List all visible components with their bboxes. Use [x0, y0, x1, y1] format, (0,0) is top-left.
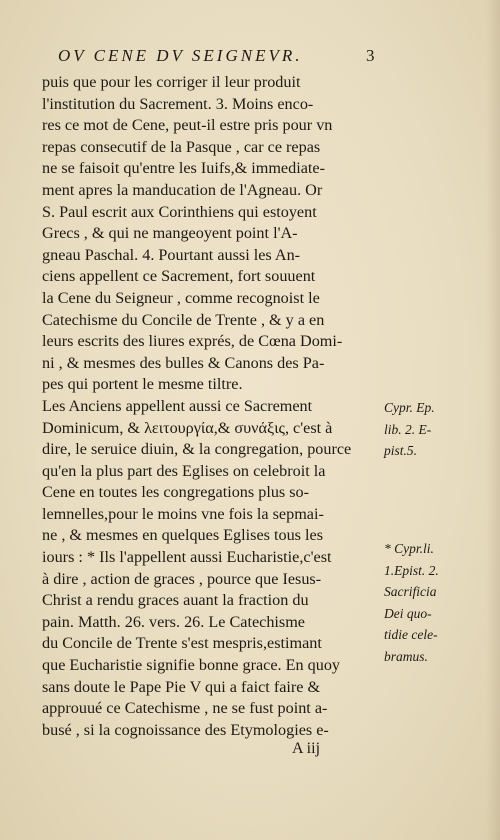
- text-line: qu'en la plus part des Eglises on celebroit la: [42, 461, 326, 480]
- text-line: pain. Matth. 26. vers. 26. Le Catechisme: [42, 612, 305, 631]
- margin-note-line: 1.Epist. 2.: [384, 562, 439, 578]
- text-line: du Concile de Trente s'est mespris,estimant: [42, 634, 322, 653]
- body-text: [42, 72, 378, 741]
- text-line: ni , & mesmes des bulles & Canons des Pa-: [42, 353, 325, 372]
- text-line: ne , & mesmes en quelques Eglises tous les: [42, 526, 323, 545]
- margin-note-line: Dei quo-: [384, 605, 432, 621]
- text-line: puis que pour les corriger il leur produit: [42, 73, 301, 91]
- running-title: OV CENE DV SEIGNEVR.: [58, 46, 303, 65]
- text-line: à dire , action de graces , pource que Iesus-: [42, 569, 322, 588]
- margin-note: [384, 538, 468, 668]
- text-line: sans doute le Pape Pie V qui a faict faire &: [42, 677, 321, 696]
- text-line: ciens appellent ce Sacrement, fort souuent: [42, 267, 316, 286]
- text-line: pes qui portent le mesme tiltre.: [42, 375, 243, 394]
- text-line: approuué ce Catechisme , ne se fust point a-: [42, 699, 328, 718]
- text-line: leurs escrits des liures exprés, de Cœna Domi-: [42, 332, 343, 351]
- text-line: dire, le seruice diuin, & la congregation, pource: [42, 440, 352, 459]
- margin-note-line: tidie cele-: [384, 627, 438, 643]
- text-line: Christ a rendu graces auant la fraction du: [42, 591, 309, 610]
- margin-note-line: Cypr. Ep.: [384, 400, 435, 415]
- page-number: 3: [366, 46, 375, 65]
- margin-note-line: bramus.: [384, 648, 428, 664]
- signature-mark: A iij: [292, 740, 321, 757]
- text-line: lemnelles,pour le moins vne fois la sepmai-: [42, 504, 324, 523]
- margin-note-line: pist.5.: [384, 443, 418, 459]
- text-line: gneau Paschal. 4. Pourtant aussi les An-: [42, 245, 301, 264]
- text-line: ment apres la manducation de l'Agneau. Or: [42, 180, 323, 199]
- text-line: repas consecutif de la Pasque , car ce repas: [42, 137, 321, 156]
- text-line: ne se faisoit qu'entre les Iuifs,& immediate-: [42, 159, 325, 178]
- text-line: la Cene du Seigneur , comme recognoist le: [42, 288, 320, 307]
- margin-note-line: * Cypr.li.: [384, 541, 434, 556]
- margin-note-line: Sacrificia: [384, 584, 437, 600]
- margin-note-line: lib. 2. E-: [384, 421, 432, 437]
- text-line: iours : * Ils l'appellent aussi Eucharistie,c'est: [42, 548, 332, 567]
- text-line: l'institution du Sacrement. 3. Moins enco-: [42, 94, 314, 113]
- text-line: busé , si la cognoissance des Etymologies e-: [42, 720, 329, 739]
- text-line: Grecs , & qui ne mangeoyent point l'A-: [42, 224, 298, 243]
- text-line: Catechisme du Concile de Trente , & y a en: [42, 310, 325, 329]
- text-line: S. Paul escrit aux Corinthiens qui estoyent: [42, 202, 317, 221]
- text-line: Les Anciens appellent aussi ce Sacrement: [42, 396, 313, 415]
- margin-note: [384, 397, 468, 462]
- text-line: res ce mot de Cene, peut-il estre pris pour vn: [42, 116, 333, 135]
- page-gutter-shadow: [486, 0, 500, 840]
- text-line: Dominicum, & λειτουργία,& συνάξις, c'est à: [42, 418, 333, 437]
- text-line: que Eucharistie signifie bonne grace. En quoy: [42, 656, 341, 675]
- text-line: Cene en toutes les congregations plus so-: [42, 483, 310, 502]
